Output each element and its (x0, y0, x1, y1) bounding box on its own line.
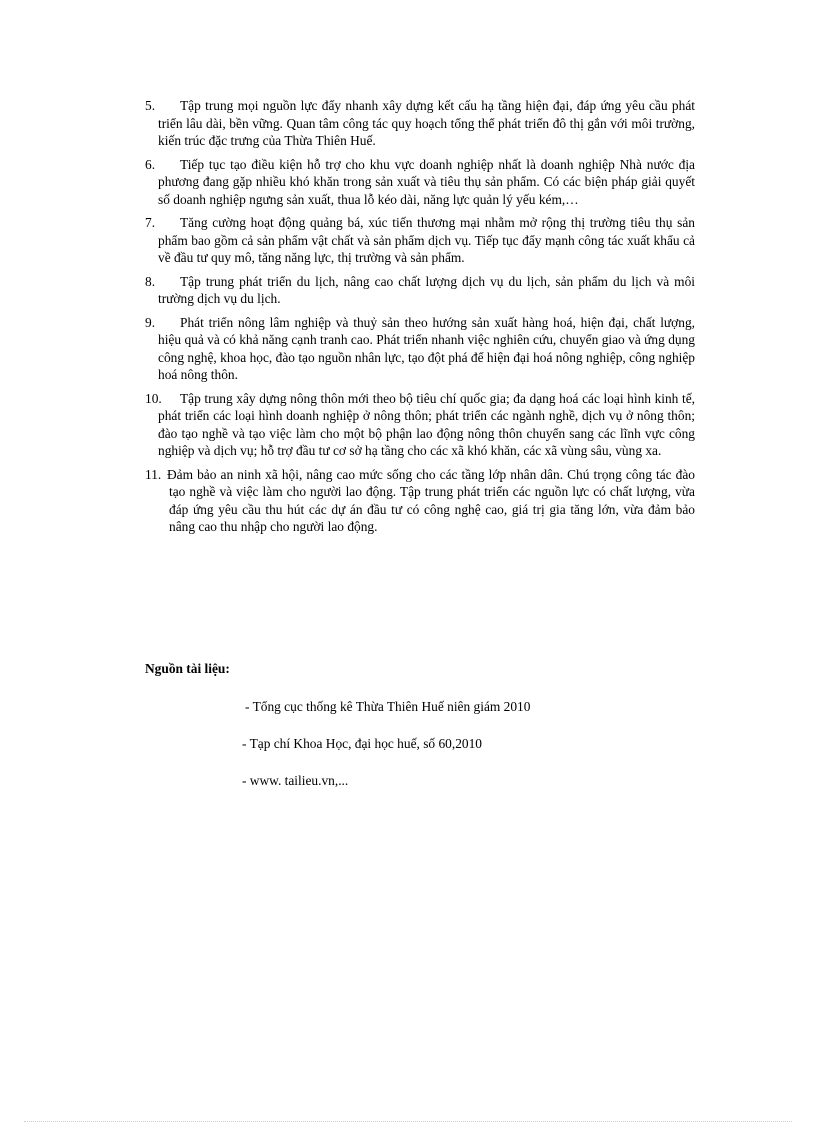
list-item-text: Tập trung mọi nguồn lực đẩy nhanh xây dựng kết cấu hạ tầng hiện đại, đáp ứng yêu cầu phát triển lâu dài, bền vững. Quan tâm công tác quy hoạch tổng thể phát triển đô thị gắn với môi trường, kiến trúc đặc trưng của Thừa Thiên Huế. (158, 98, 695, 148)
sources-heading: Nguồn tài liệu: (145, 661, 230, 676)
list-item-number: 7. (145, 215, 156, 230)
recommendation-list (145, 97, 695, 542)
list-item-text: Tập trung xây dựng nông thôn mới theo bộ tiêu chí quốc gia; đa dạng hoá các loại hình kinh tế, phát triển các loại hình doanh nghiệp ở nông thôn; phát triển các ngành nghề, dịch vụ ở nông thôn; đào tạo nghề và tạo việc làm cho một bộ phận lao động nông thôn chuyển sang các lĩnh vực công nghiệp và dịch vụ; hỗ trợ đầu tư cơ sở hạ tầng cho các xã khó khăn, các xã vùng sâu, vùng xa. (158, 390, 695, 458)
list-item-text: Tiếp tục tạo điều kiện hỗ trợ cho khu vực doanh nghiệp nhất là doanh nghiệp Nhà nước địa phương đang gặp nhiều khó khăn trong sản xuất và tiêu thụ sản phẩm. Có các biện pháp giải quyết số doanh nghiệp ngưng sản xuất, thua lỗ kéo dài, năng lực quản lý yếu kém,… (158, 156, 695, 207)
list-item (145, 214, 695, 267)
source-line: - Tổng cục thống kê Thừa Thiên Huế niên giám 2010 (245, 699, 531, 714)
list-item-text: Tập trung phát triển du lịch, nâng cao chất lượng dịch vụ du lịch, sản phẩm du lịch và môi trường dịch vụ du lịch. (158, 273, 695, 306)
list-item-number: 8. (145, 273, 156, 289)
list-item-number: 6. (145, 156, 156, 172)
list-item (145, 273, 695, 308)
list-item (145, 97, 695, 150)
list-item-text: Đảm bảo an ninh xã hội, nâng cao mức sống cho các tầng lớp nhân dân. Chú trọng công tác đào tạo nghề và việc làm cho người lao động. Tập trung phát triển các nguồn lực có chất lượng, vừa đáp ứng yêu cầu thu hút các dự án đầu tư có công nghệ cao, giá trị gia tăng lớn, vừa đảm bảo nâng cao thu nhập cho người lao động. (167, 466, 695, 534)
list-item (145, 466, 695, 536)
source-line: - www. tailieu.vn,... (242, 773, 349, 788)
source-line: - Tạp chí Khoa Học, đại học huế, số 60,2010 (242, 736, 482, 751)
list-item-number: 5. (145, 98, 156, 113)
list-item (145, 314, 695, 384)
list-item-text: Tăng cường hoạt động quảng bá, xúc tiến thương mại nhằm mở rộng thị trường tiêu thụ sản phẩm bao gồm cả sản phẩm vật chất và sản phẩm dịch vụ. Tiếp tục đẩy mạnh công tác xuất khẩu cả về đầu tư quy mô, tăng năng lực, thị trường và sản phẩm. (158, 215, 695, 265)
list-item-text: Phát triển nông lâm nghiệp và thuỷ sản theo hướng sản xuất hàng hoá, hiện đại, chất lượng, hiệu quả và có khả năng cạnh tranh cao. Phát triển nhanh việc nghiên cứu, chuyển giao và ứng dụng công nghệ, khoa học, đào tạo nguồn nhân lực, tạo đột phá để hiện đại hoá nông nghiệp, công nghiệp hoá nông thôn. (158, 314, 695, 382)
list-item (145, 156, 695, 209)
list-item-number: 11. (145, 466, 162, 482)
page-bottom-rule (24, 1121, 792, 1122)
list-item (145, 390, 695, 460)
list-item-number: 9. (145, 314, 156, 330)
list-item-number: 10. (145, 390, 162, 406)
